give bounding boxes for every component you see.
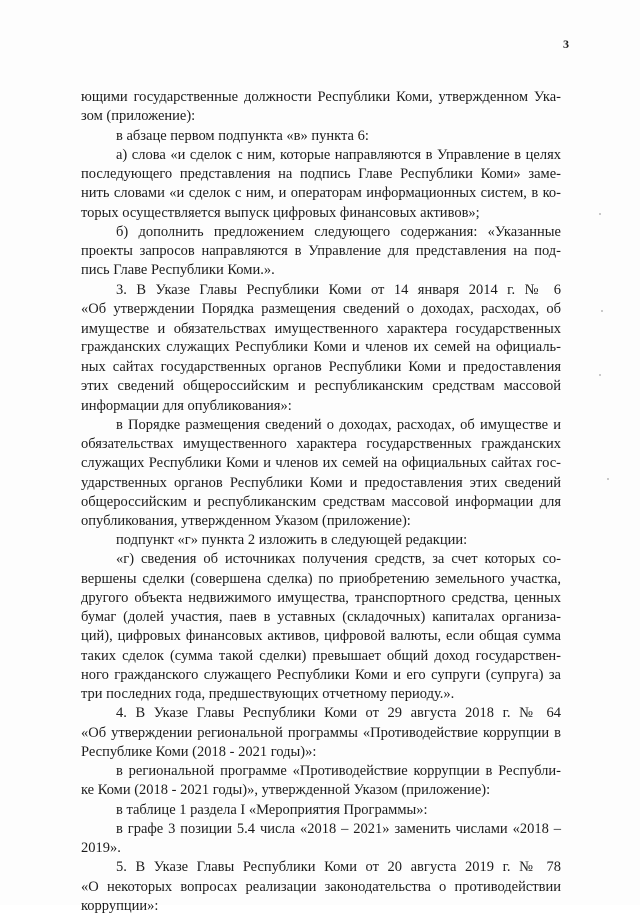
text-line: ций), цифровых финансовых активов, цифровой валюты, если общая сумма — [81, 628, 561, 644]
text-line: последующего представления на подпись Главе Республики Коми» заме- — [81, 166, 561, 182]
text-line: ющими государственные должности Республики Коми, утвержденном Ука- — [81, 89, 561, 105]
scan-artifact — [601, 310, 603, 312]
text-line: три последних года, предшествующих отчетному периоду.». — [81, 686, 455, 702]
text-line: бумаг (долей участия, паев в уставных (складочных) капиталах организа- — [81, 609, 561, 625]
text-line: 4. В Указе Главы Республики Коми от 29 августа 2018 г. № 64 — [116, 705, 561, 721]
text-line: этих сведений общероссийским и республиканским средствам массовой — [81, 378, 561, 394]
text-line: коррупции»: — [81, 898, 159, 914]
text-line: пись Главе Республики Коми.». — [81, 262, 275, 278]
page-number: 3 — [563, 37, 569, 51]
text-line: общероссийским и республиканским средствам массовой информации для — [81, 494, 561, 510]
text-line: «Об утверждении региональной программы «Противодействие коррупции в — [81, 725, 561, 741]
scan-artifact — [599, 213, 601, 215]
text-line: ке Коми (2018 - 2021 годы)», утвержденной Указом (приложение): — [81, 782, 491, 798]
text-line: в таблице 1 раздела I «Мероприятия Программы»: — [116, 802, 428, 818]
text-line: б) дополнить предложением следующего содержания: «Указанные — [116, 224, 561, 240]
text-line: таких сделок (сумма такой сделки) превышает общий доход государствен- — [81, 648, 561, 664]
text-line: торых осуществляется выпуск цифровых финансовых активов»; — [81, 205, 480, 221]
text-line: 3. В Указе Главы Республики Коми от 14 января 2014 г. № 6 — [116, 282, 561, 298]
text-line: в абзаце первом подпункта «в» пункта 6: — [116, 128, 369, 144]
text-line: гражданских служащих Республики Коми и членов их семей на официаль- — [81, 339, 561, 355]
text-line: имуществе и обязательствах имущественного характера государственных — [81, 321, 561, 337]
text-line: 2019». — [81, 840, 121, 856]
text-line: ного гражданского служащего Республики Коми и его супруги (супруга) за — [81, 667, 561, 683]
text-line: информации для опубликования»: — [81, 398, 292, 414]
text-line: нить словами «и сделок с ним, и операторам информационных систем, в ко- — [81, 185, 561, 201]
text-line: в Порядке размещения сведений о доходах, расходах, об имуществе и — [116, 417, 561, 433]
text-line: «О некоторых вопросах реализации законодательства о противодействии — [81, 879, 561, 895]
scan-artifact — [607, 478, 609, 480]
text-line: ударственных органов Республики Коми и предоставления этих сведений — [81, 475, 561, 491]
text-line: в графе 3 позиции 5.4 числа «2018 – 2021» заменить числами «2018 – — [116, 821, 561, 837]
text-line: проекты запросов направляются в Управление для представления на под- — [81, 243, 561, 259]
text-line: 5. В Указе Главы Республики Коми от 20 августа 2019 г. № 78 — [116, 859, 561, 875]
text-line: зом (приложение): — [81, 108, 196, 124]
text-line: опубликования, утвержденном Указом (приложение): — [81, 513, 411, 529]
scan-artifact — [599, 374, 601, 376]
text-line: Республике Коми (2018 - 2021 годы)»: — [81, 744, 317, 760]
text-line: вершены сделки (совершена сделка) по приобретению земельного участка, — [81, 571, 561, 587]
text-line: подпункт «г» пункта 2 изложить в следующей редакции: — [116, 532, 468, 548]
text-line: «Об утверждении Порядка размещения сведений о доходах, расходах, об — [81, 301, 561, 317]
text-line: обязательствах имущественного характера государственных гражданских — [81, 436, 561, 452]
text-line: ных сайтах государственных органов Республики Коми и предоставления — [81, 359, 561, 375]
text-line: другого объекта недвижимого имущества, транспортного средства, ценных — [81, 590, 561, 606]
text-line: в региональной программе «Противодействие коррупции в Республи- — [116, 763, 561, 779]
text-line: а) слова «и сделок с ним, которые направляются в Управление в целях — [116, 147, 561, 163]
text-line: «г) сведения об источниках получения средств, за счет которых со- — [116, 551, 561, 567]
text-line: служащих Республики Коми и членов их семей на официальных сайтах гос- — [81, 455, 561, 471]
